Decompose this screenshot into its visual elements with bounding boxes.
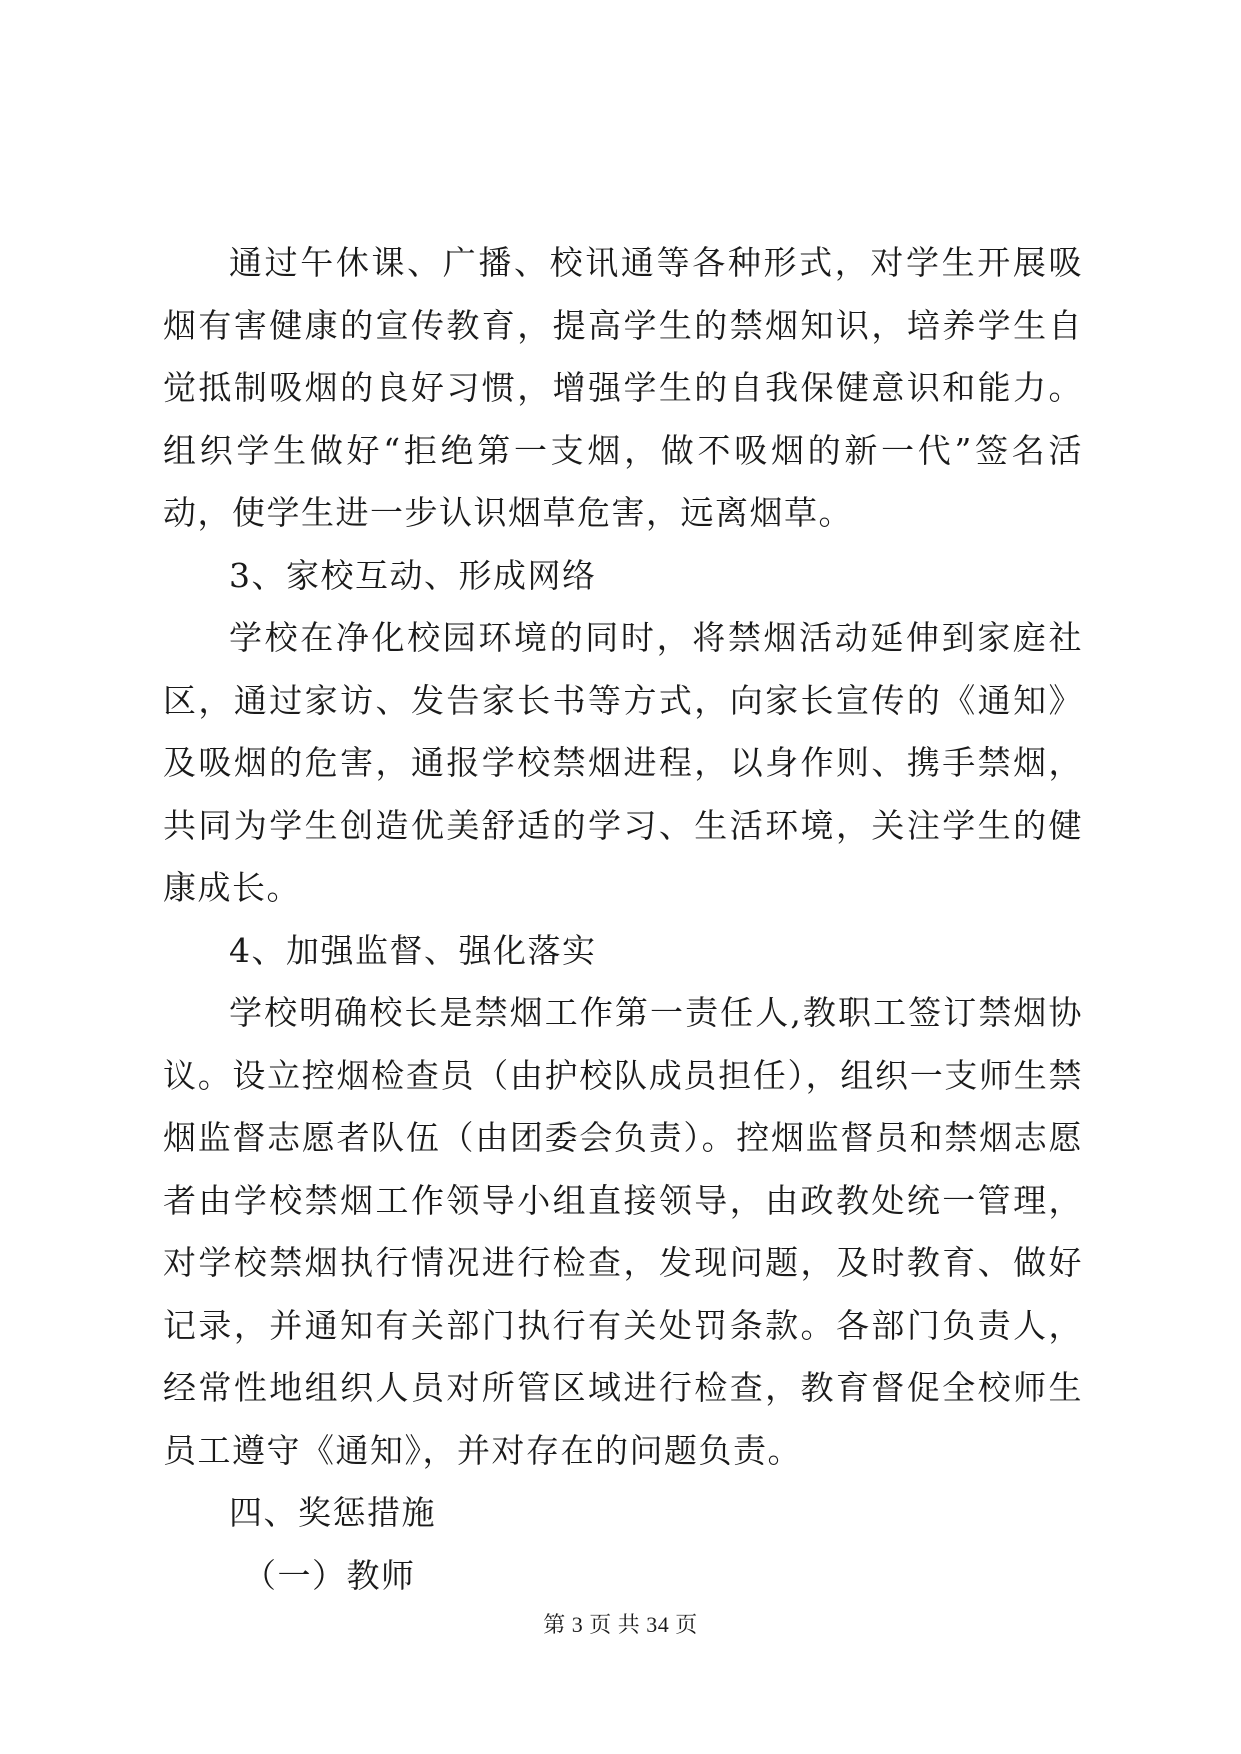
heading-home-school-interaction: 3、家校互动、形成网络 (229, 555, 597, 595)
heading-teachers: （一）教师 (243, 1555, 416, 1595)
paragraph-supervision: 学校明确校长是禁烟工作第一责任人,教职工签订禁烟协议。设立控烟检查员（由护校队成员担任），组织一支师生禁烟监督志愿者队伍（由团委会负责）。控烟监督员和禁烟志愿者由学校禁烟工作领导小组直接领导，由政教处统一管理，对学校禁烟执行情况进行检查，发现问题，及时教育、做好记录，并通知有关部门执行有关处罚条款。各部门负责人，经常性地组织人员对所管区域进行检查，教育督促全校师生员工遵守《通知》，并对存在的问题负责。 (163, 993, 1083, 1470)
page-footer: 第 3 页 共 34 页 (543, 1612, 698, 1637)
paragraph-home-school: 学校在净化校园环境的同时，将禁烟活动延伸到家庭社区，通过家访、发告家长书等方式，向家长宣传的《通知》及吸烟的危害，通报学校禁烟进程，以身作则、携手禁烟，共同为学生创造优美舒适的学习、生活环境，关注学生的健康成长。 (163, 618, 1083, 907)
paragraph-education: 通过午休课、广播、校讯通等各种形式，对学生开展吸烟有害健康的宣传教育，提高学生的禁烟知识，培养学生自觉抵制吸烟的良好习惯，增强学生的自我保健意识和能力。组织学生做好“拒绝第一支烟，做不吸烟的新一代”签名活动，使学生进一步认识烟草危害，远离烟草。 (163, 243, 1083, 532)
heading-rewards-penalties: 四、奖惩措施 (229, 1493, 436, 1532)
document-body (163, 232, 1083, 1607)
heading-supervision: 4、加强监督、强化落实 (229, 930, 597, 970)
